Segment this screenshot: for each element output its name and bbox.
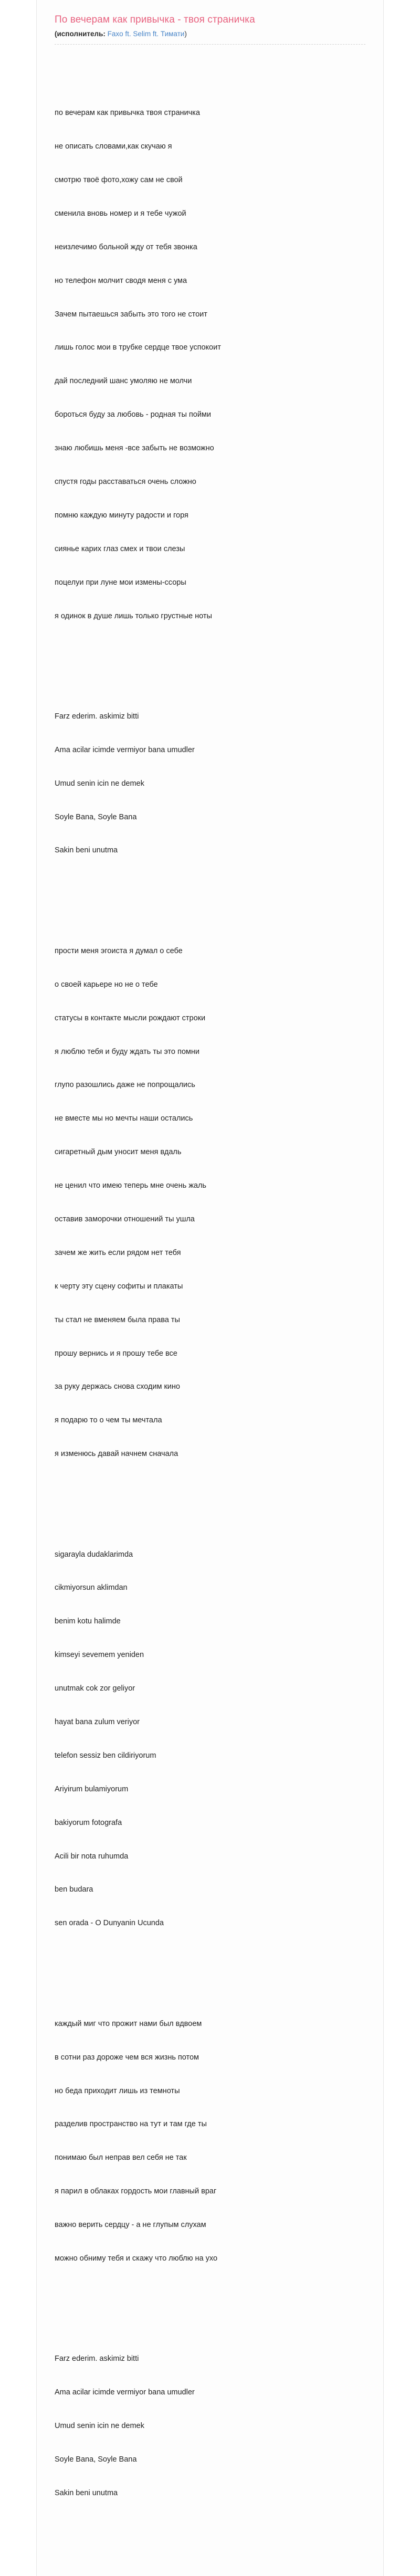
divider xyxy=(55,44,365,45)
lyrics-line: но беда приходит лишь из темноты xyxy=(55,2086,180,2095)
lyrics-line: понимаю был неправ вел себя не так xyxy=(55,2153,187,2162)
lyrics-line: прости меня эгоиста я думал о себе xyxy=(55,946,183,955)
lyrics-line: бороться буду за любовь - родная ты пойми xyxy=(55,410,211,419)
lyrics-stanza xyxy=(55,2331,365,2521)
lyrics-line: ты стал не вменяем была права ты xyxy=(55,1315,180,1324)
lyrics-line: знаю любишь меня -все забыть не возможно xyxy=(55,444,214,453)
lyrics-line: unutmak cok zor geliyor xyxy=(55,1684,135,1693)
lyrics-line: в сотни раз дороже чем вся жизнь потом xyxy=(55,2053,200,2062)
lyrics-line: hayat bana zulum veriyor xyxy=(55,1718,140,1727)
lyrics-line: Soyle Bana, Soyle Bana xyxy=(55,812,137,821)
lyrics-line: Umud senin icin ne demek xyxy=(55,2422,144,2431)
lyrics-line: Farz ederim. askimiz bitti xyxy=(55,2355,139,2363)
artist-label: (исполнитель: xyxy=(55,29,106,38)
lyrics-line: я люблю тебя и буду ждать ты это помни xyxy=(55,1047,200,1056)
lyrics-body xyxy=(55,52,365,2555)
lyrics-line: неизлечимо больной жду от тебя звонка xyxy=(55,242,197,251)
lyrics-line: разделив пространство на тут и там где ты xyxy=(55,2120,207,2129)
artist-close-paren: ) xyxy=(184,29,187,38)
lyrics-line: прошу вернись и я прошу тебе все xyxy=(55,1349,177,1358)
lyrics-line: сигаретный дым уносит меня вдаль xyxy=(55,1148,182,1157)
lyrics-line: дай последний шанс умоляю не молчи xyxy=(55,377,192,386)
lyrics-line: статусы в контакте мысли рождают строки xyxy=(55,1013,206,1022)
lyrics-line: поцелуи при луне мои измены-ссоры xyxy=(55,578,186,587)
lyrics-line: к черту эту сцену софиты и плакаты xyxy=(55,1282,183,1291)
lyrics-stanza xyxy=(55,86,365,645)
lyrics-line: помню каждую минуту радости и горя xyxy=(55,511,188,520)
lyrics-line: sen orada - O Dunyanin Ucunda xyxy=(55,1919,164,1928)
lyrics-line: cikmiyorsun aklimdan xyxy=(55,1583,128,1592)
lyrics-line: сменила вновь номер и я тебе чужой xyxy=(55,209,186,218)
artist-line xyxy=(55,30,365,38)
lyrics-line: Umud senin icin ne demek xyxy=(55,779,144,788)
lyrics-line: не описать словами,как скучаю я xyxy=(55,142,172,151)
lyrics-line: Ariyirum bulamiyorum xyxy=(55,1785,129,1793)
lyrics-line: глупо разошлись даже не попрощались xyxy=(55,1081,195,1090)
lyrics-line: Farz ederim. askimiz bitti xyxy=(55,712,139,721)
lyrics-line: Acili bir nota ruhumda xyxy=(55,1852,129,1861)
lyrics-line: Ama acilar icimde vermiyor bana umudler xyxy=(55,745,195,754)
lyrics-line: benim kotu halimde xyxy=(55,1617,121,1626)
lyrics-stanza xyxy=(55,689,365,879)
lyrics-line: оставив заморочки отношений ты ушла xyxy=(55,1215,195,1223)
page-title: По вечерам как привычка - твоя страничка xyxy=(55,14,255,25)
lyrics-line: можно обниму тебя и скажу что люблю на ухо xyxy=(55,2254,218,2263)
lyrics-line: спустя годы расставаться очень сложно xyxy=(55,477,196,486)
lyrics-line: не вместе мы но мечты наши остались xyxy=(55,1114,193,1123)
lyrics-stanza xyxy=(55,923,365,1482)
lyrics-line: я подарю то о чем ты мечтала xyxy=(55,1416,162,1425)
lyrics-line: каждый миг что прожит нами был вдвоем xyxy=(55,2019,202,2028)
lyrics-line: kimseyi sevemem yeniden xyxy=(55,1651,144,1660)
lyrics-line: я изменюсь давай начнем сначала xyxy=(55,1450,178,1459)
lyrics-line: лишь голос мои в трубке сердце твое успокоит xyxy=(55,343,221,352)
lyrics-line: я одинок в душе лишь только грустные ноты xyxy=(55,611,212,620)
lyrics-line: Ama acilar icimde vermiyor bana umudler xyxy=(55,2388,195,2397)
lyrics-line: по вечерам как привычка твоя страничка xyxy=(55,109,200,118)
lyrics-line: за руку держась снова сходим кино xyxy=(55,1382,180,1391)
lyrics-line: Soyle Bana, Soyle Bana xyxy=(55,2455,137,2464)
lyrics-line: но телефон молчит сводя меня с ума xyxy=(55,276,187,285)
lyrics-stanza xyxy=(55,1996,365,2287)
lyrics-stanza xyxy=(55,1527,365,1951)
lyrics-line: Зачем пытаешься забыть это того не стоит xyxy=(55,310,207,319)
lyrics-sheet xyxy=(36,0,384,2576)
lyrics-line: telefon sessiz ben cildiriyorum xyxy=(55,1751,156,1760)
lyrics-line: не ценил что имею теперь мне очень жаль xyxy=(55,1181,206,1190)
artist-link[interactable]: Faxo ft. Selim ft. Тимати xyxy=(107,29,185,38)
lyrics-line: смотрю твоё фото,хожу сам не свой xyxy=(55,175,183,184)
lyrics-line: я парил в облаках гордость мои главный враг xyxy=(55,2187,217,2196)
lyrics-line: Sakin beni unutma xyxy=(55,2488,118,2497)
lyrics-line: ben budara xyxy=(55,1885,93,1894)
lyrics-line: важно верить сердцу - а не глупым слухам xyxy=(55,2221,206,2230)
lyrics-line: сиянье карих глаз смех и твои слезы xyxy=(55,544,185,553)
lyrics-line: sigarayla dudaklarimda xyxy=(55,1550,133,1559)
lyrics-line: Sakin beni unutma xyxy=(55,846,118,855)
lyrics-line: bakiyorum fotografa xyxy=(55,1818,122,1827)
lyrics-line: о своей карьере но не о тебе xyxy=(55,980,158,989)
lyrics-line: зачем же жить если рядом нет тебя xyxy=(55,1248,181,1257)
